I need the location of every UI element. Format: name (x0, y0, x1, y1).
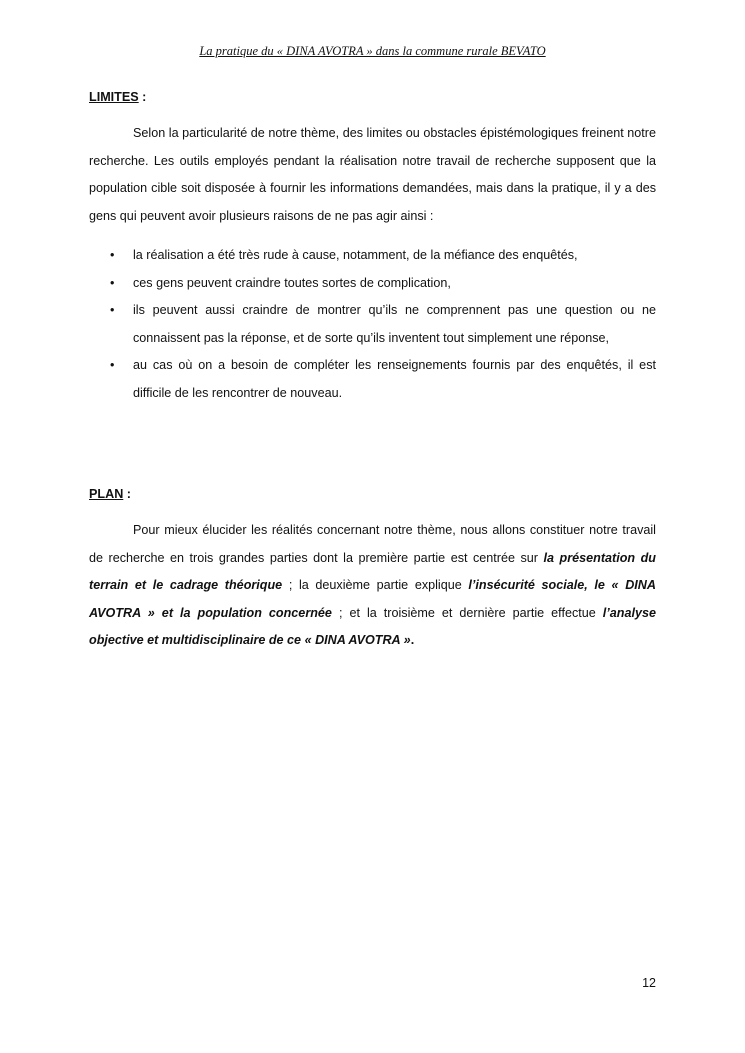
list-item-text: au cas où on a besoin de compléter les renseignements fournis par des enquêtés, il est difficile de les rencontrer de nouveau. (133, 358, 656, 400)
bullet-icon: • (110, 275, 115, 290)
plan-end-period: . (410, 633, 415, 647)
plan-heading (89, 487, 656, 501)
limites-heading-text: LIMITES (89, 90, 139, 104)
plan-text-1: Pour mieux élucider les réalités concernant notre thème, nous allons constituer notre travail de recherche en trois grandes parties dont la première partie est centrée sur (89, 523, 656, 565)
plan-heading-colon: : (123, 487, 131, 501)
list-item (89, 352, 656, 407)
list-item (89, 242, 656, 270)
limites-section (89, 90, 656, 407)
list-item-text: ils peuvent aussi craindre de montrer qu’ils ne comprennent pas une question ou ne connaissent pas la réponse, et de sorte qu’ils inventent tout simplement une réponse, (133, 303, 656, 345)
limites-bullet-list (89, 242, 656, 407)
running-header: La pratique du « DINA AVOTRA » dans la commune rurale BEVATO (199, 44, 546, 58)
limites-heading (89, 90, 656, 104)
list-item-text: ces gens peuvent craindre toutes sortes de complication, (133, 275, 451, 290)
plan-paragraph (89, 517, 656, 655)
list-item-text: la réalisation a été très rude à cause, notamment, de la méfiance des enquêtés, (133, 248, 578, 262)
plan-section (89, 487, 656, 655)
plan-part-two: l’insécurité sociale, le « DINA AVOTRA » et la population concernée (89, 578, 656, 620)
plan-text-3: ; et la troisième et dernière partie effectue (331, 605, 603, 620)
plan-text-2: ; la deuxième partie explique (282, 578, 469, 592)
bullet-icon: • (110, 303, 115, 317)
bullet-icon: • (110, 358, 115, 372)
bullet-icon: • (110, 248, 115, 262)
plan-heading-text: PLAN (89, 487, 124, 501)
list-item (89, 297, 656, 352)
limites-paragraph: Selon la particularité de notre thème, des limites ou obstacles épistémologiques freinent notre recherche. Les outils employés pendant la réalisation notre travail de recherche supposent que la population cible soit disposée à fournir les informations demandées, mais dans la pratique, il y a des gens qui peuvent avoir plusieurs raisons de ne pas agir ainsi : (89, 126, 656, 223)
plan-part-three: l’analyse objective et multidisciplinaire de ce « DINA AVOTRA » (89, 605, 656, 647)
limites-heading-colon: : (138, 90, 147, 104)
list-item (89, 270, 656, 298)
plan-part-one: la présentation du terrain et le cadrage théorique (89, 550, 656, 592)
page-number: 12 (642, 976, 656, 990)
